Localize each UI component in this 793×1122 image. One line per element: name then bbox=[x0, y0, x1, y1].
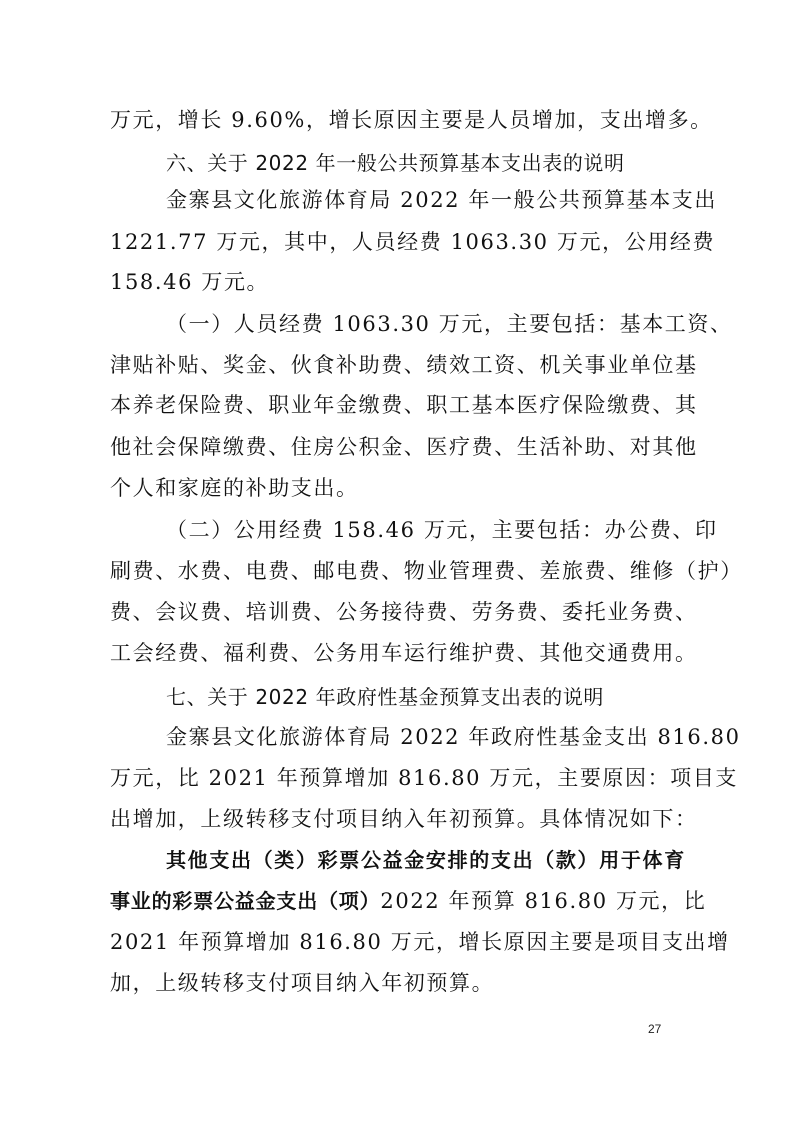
paragraph-line: 158.46 万元。 bbox=[110, 270, 270, 294]
paragraph-line: 个人和家庭的补助支出。 bbox=[110, 476, 359, 500]
paragraph-line bbox=[110, 881, 707, 921]
section-heading: 七、关于 2022 年政府性基金预算支出表的说明 bbox=[166, 685, 605, 709]
paragraph-line: 本养老保险费、职业年金缴费、职工基本医疗保险缴费、其 bbox=[110, 393, 698, 417]
paragraph-line: 费、会议费、培训费、公务接待费、劳务费、委托业务费、 bbox=[110, 600, 698, 624]
paragraph-line: 刷费、水费、电费、邮电费、物业管理费、差旅费、维修（护） bbox=[110, 559, 743, 583]
paragraph-line: 万元，比 2021 年预算增加 816.80 万元，主要原因：项目支 bbox=[110, 766, 739, 790]
paragraph-line: 加，上级转移支付项目纳入年初预算。 bbox=[110, 971, 495, 995]
paragraph-line: （二）公用经费 158.46 万元，主要包括：办公费、印 bbox=[166, 518, 718, 542]
page-number: 27 bbox=[648, 1022, 662, 1036]
paragraph-line: 1221.77 万元，其中，人员经费 1063.30 万元，公用经费 bbox=[110, 230, 716, 254]
section-heading: 六、关于 2022 年一般公共预算基本支出表的说明 bbox=[166, 151, 625, 175]
paragraph-line: 他社会保障缴费、住房公积金、医疗费、生活补助、对其他 bbox=[110, 435, 698, 459]
paragraph-line: 津贴补贴、奖金、伙食补助费、绩效工资、机关事业单位基 bbox=[110, 353, 698, 377]
paragraph-line: 金寨县文化旅游体育局 2022 年政府性基金支出 816.80 bbox=[166, 725, 741, 749]
paragraph-text: 2022 年预算 816.80 万元，比 bbox=[380, 889, 707, 913]
paragraph-line: （一）人员经费 1063.30 万元，主要包括：基本工资、 bbox=[166, 312, 733, 336]
bold-item-title: 事业的彩票公益金支出（项） bbox=[110, 889, 381, 913]
paragraph-line: 出增加，上级转移支付项目纳入年初预算。具体情况如下： bbox=[110, 807, 698, 831]
paragraph-line: 万元，增长 9.60%，增长原因主要是人员增加，支出增多。 bbox=[110, 108, 713, 132]
paragraph-line: 金寨县文化旅游体育局 2022 年一般公共预算基本支出 bbox=[166, 188, 717, 212]
bold-paragraph-line: 其他支出（类）彩票公益金安排的支出（款）用于体育 bbox=[166, 848, 685, 872]
paragraph-line: 2021 年预算增加 816.80 万元，增长原因主要是项目支出增 bbox=[110, 930, 730, 954]
paragraph-line: 工会经费、福利费、公务用车运行维护费、其他交通费用。 bbox=[110, 641, 698, 665]
